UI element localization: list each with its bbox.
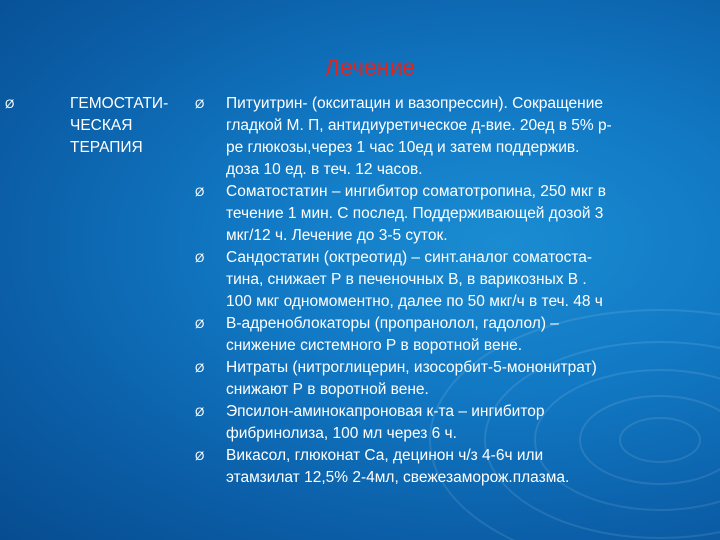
arrow-bullet-icon: Ø [195,251,205,265]
list-item-text: Питуитрин- (окситацин и вазопрессин). Сокращение гладкой М. П, антидиуретическое д-вие. 20ед в 5% р- ре глюкозы,через 1 час 10ед и затем поддержив. доза 10 ед. в теч. 12 часов. [226,95,612,178]
list-item [195,181,705,247]
arrow-bullet-icon: Ø [195,405,205,419]
slide-title: Лечение [324,54,416,80]
arrow-bullet-icon: Ø [195,361,205,375]
arrow-bullet-icon: Ø [195,97,205,111]
list-item-text: Соматостатин – ингибитор соматотропина, 250 мкг в течение 1 мин. С послед. Поддерживающей дозой 3 мкг/12 ч. Лечение до 3-5 суток. [226,183,607,244]
left-heading: ГЕМОСТАТИ- ЧЕСКАЯ ТЕРАПИЯ [70,95,169,156]
list-item [195,247,705,313]
treatment-list [195,93,705,489]
list-item [195,401,705,445]
arrow-bullet-icon: Ø [195,449,205,463]
list-item [195,357,705,401]
list-item-text: Нитраты (нитроглицерин, изосорбит-5-мононитрат) снижают Р в воротной вене. [226,359,597,398]
list-item-text: Викасол, глюконат Са, децинон ч/з 4-6ч или этамзилат 12,5% 2-4мл, свежезаморож.плазма. [226,447,570,486]
list-item [195,445,705,489]
list-item-text: Сандостатин (октреотид) – синт.аналог соматоста- тина, снижает Р в печеночных В, в варикозных В . 100 мкг одномоментно, далее по 50 мкг/ч в теч. 48 ч [226,249,603,310]
list-item [195,93,705,181]
arrow-bullet-icon: Ø [195,317,205,331]
list-item [195,313,705,357]
list-item-text: Эпсилон-аминокапроновая к-та – ингибитор фибринолиза, 100 мл через 6 ч. [226,403,545,442]
list-item-text: В-адреноблокаторы (пропранолол, гадолол) – снижение системного Р в воротной вене. [226,315,559,354]
arrow-bullet-icon: Ø [5,97,15,111]
arrow-bullet-icon: Ø [195,185,205,199]
